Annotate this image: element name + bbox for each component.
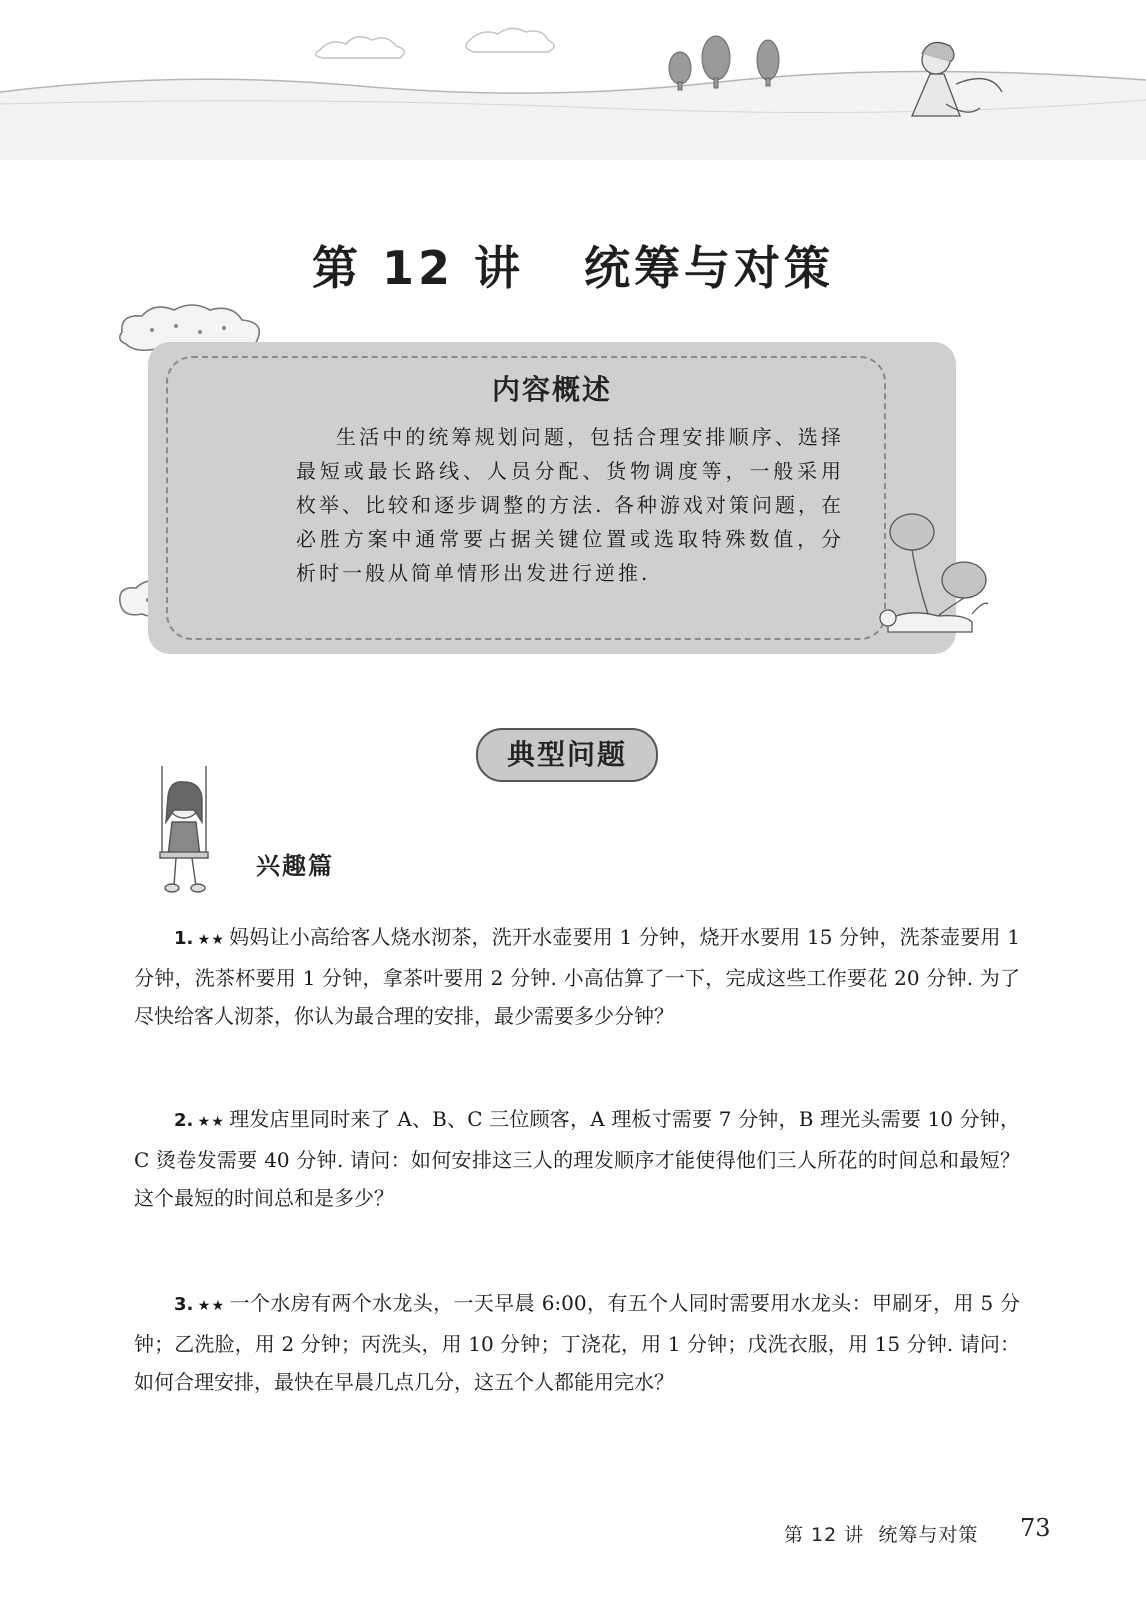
problem-number: 1.	[174, 928, 194, 949]
problem-text: 理发店里同时来了 A、B、C 三位顾客，A 理板寸需要 7 分钟，B 理光头需要 10 分钟，C 烫卷发需要 40 分钟. 请问：如何安排这三人的理发顺序才能使得他们三人所花的时间总和最短？这个最短的时间总和是多少？	[134, 1107, 1020, 1210]
typical-problems-badge: 典型问题	[476, 728, 658, 782]
problem-item	[134, 1284, 1020, 1401]
overview-heading: 内容概述	[491, 373, 612, 406]
problem-item	[134, 1100, 1020, 1217]
problem-text: 一个水房有两个水龙头，一天早晨 6:00，有五个人同时需要用水龙头：甲刷牙，用 5 分钟；乙洗脸，用 2 分钟；丙洗头，用 10 分钟；丁浇花，用 1 分钟；戊洗衣服，用 15 分钟. 请问：如何合理安排，最快在早晨几点几分，这五个人都能用完水？	[134, 1291, 1020, 1394]
difficulty-stars: ★★	[197, 1298, 226, 1314]
problem-number: 2.	[174, 1110, 194, 1131]
balloon-dog-illustration	[868, 504, 992, 644]
footer-chapter-label: 第 12 讲 统筹与对策	[784, 1524, 979, 1546]
difficulty-stars: ★★	[197, 1114, 226, 1130]
problem-number: 3.	[174, 1294, 194, 1315]
difficulty-stars: ★★	[197, 932, 226, 948]
chapter-title: 第 12 讲 统筹与对策	[311, 241, 835, 295]
problem-text: 妈妈让小高给客人烧水沏茶，洗开水壶要用 1 分钟，烧开水要用 15 分钟，洗茶壶要用 1 分钟，洗茶杯要用 1 分钟，拿茶叶要用 2 分钟. 小高估算了一下，完成这些工作要花 20 分钟. 为了尽快给客人沏茶，你认为最合理的安排，最少需要多少分钟？	[134, 925, 1020, 1028]
problem-item	[134, 918, 1020, 1035]
section-heading: 兴趣篇	[256, 852, 334, 880]
dog-illustration	[880, 603, 988, 632]
header-landscape-illustration	[0, 0, 1146, 160]
girl-on-swing-illustration	[150, 766, 220, 898]
page-number: 73	[1020, 1514, 1051, 1542]
overview-text: 生活中的统筹规划问题，包括合理安排顺序、选择最短或最长路线、人员分配、货物调度等，一般采用枚举、比较和逐步调整的方法. 各种游戏对策问题，在必胜方案中通常要占据关键位置或选取特殊数值，分析时一般从简单情形出发进行逆推.	[296, 425, 844, 585]
